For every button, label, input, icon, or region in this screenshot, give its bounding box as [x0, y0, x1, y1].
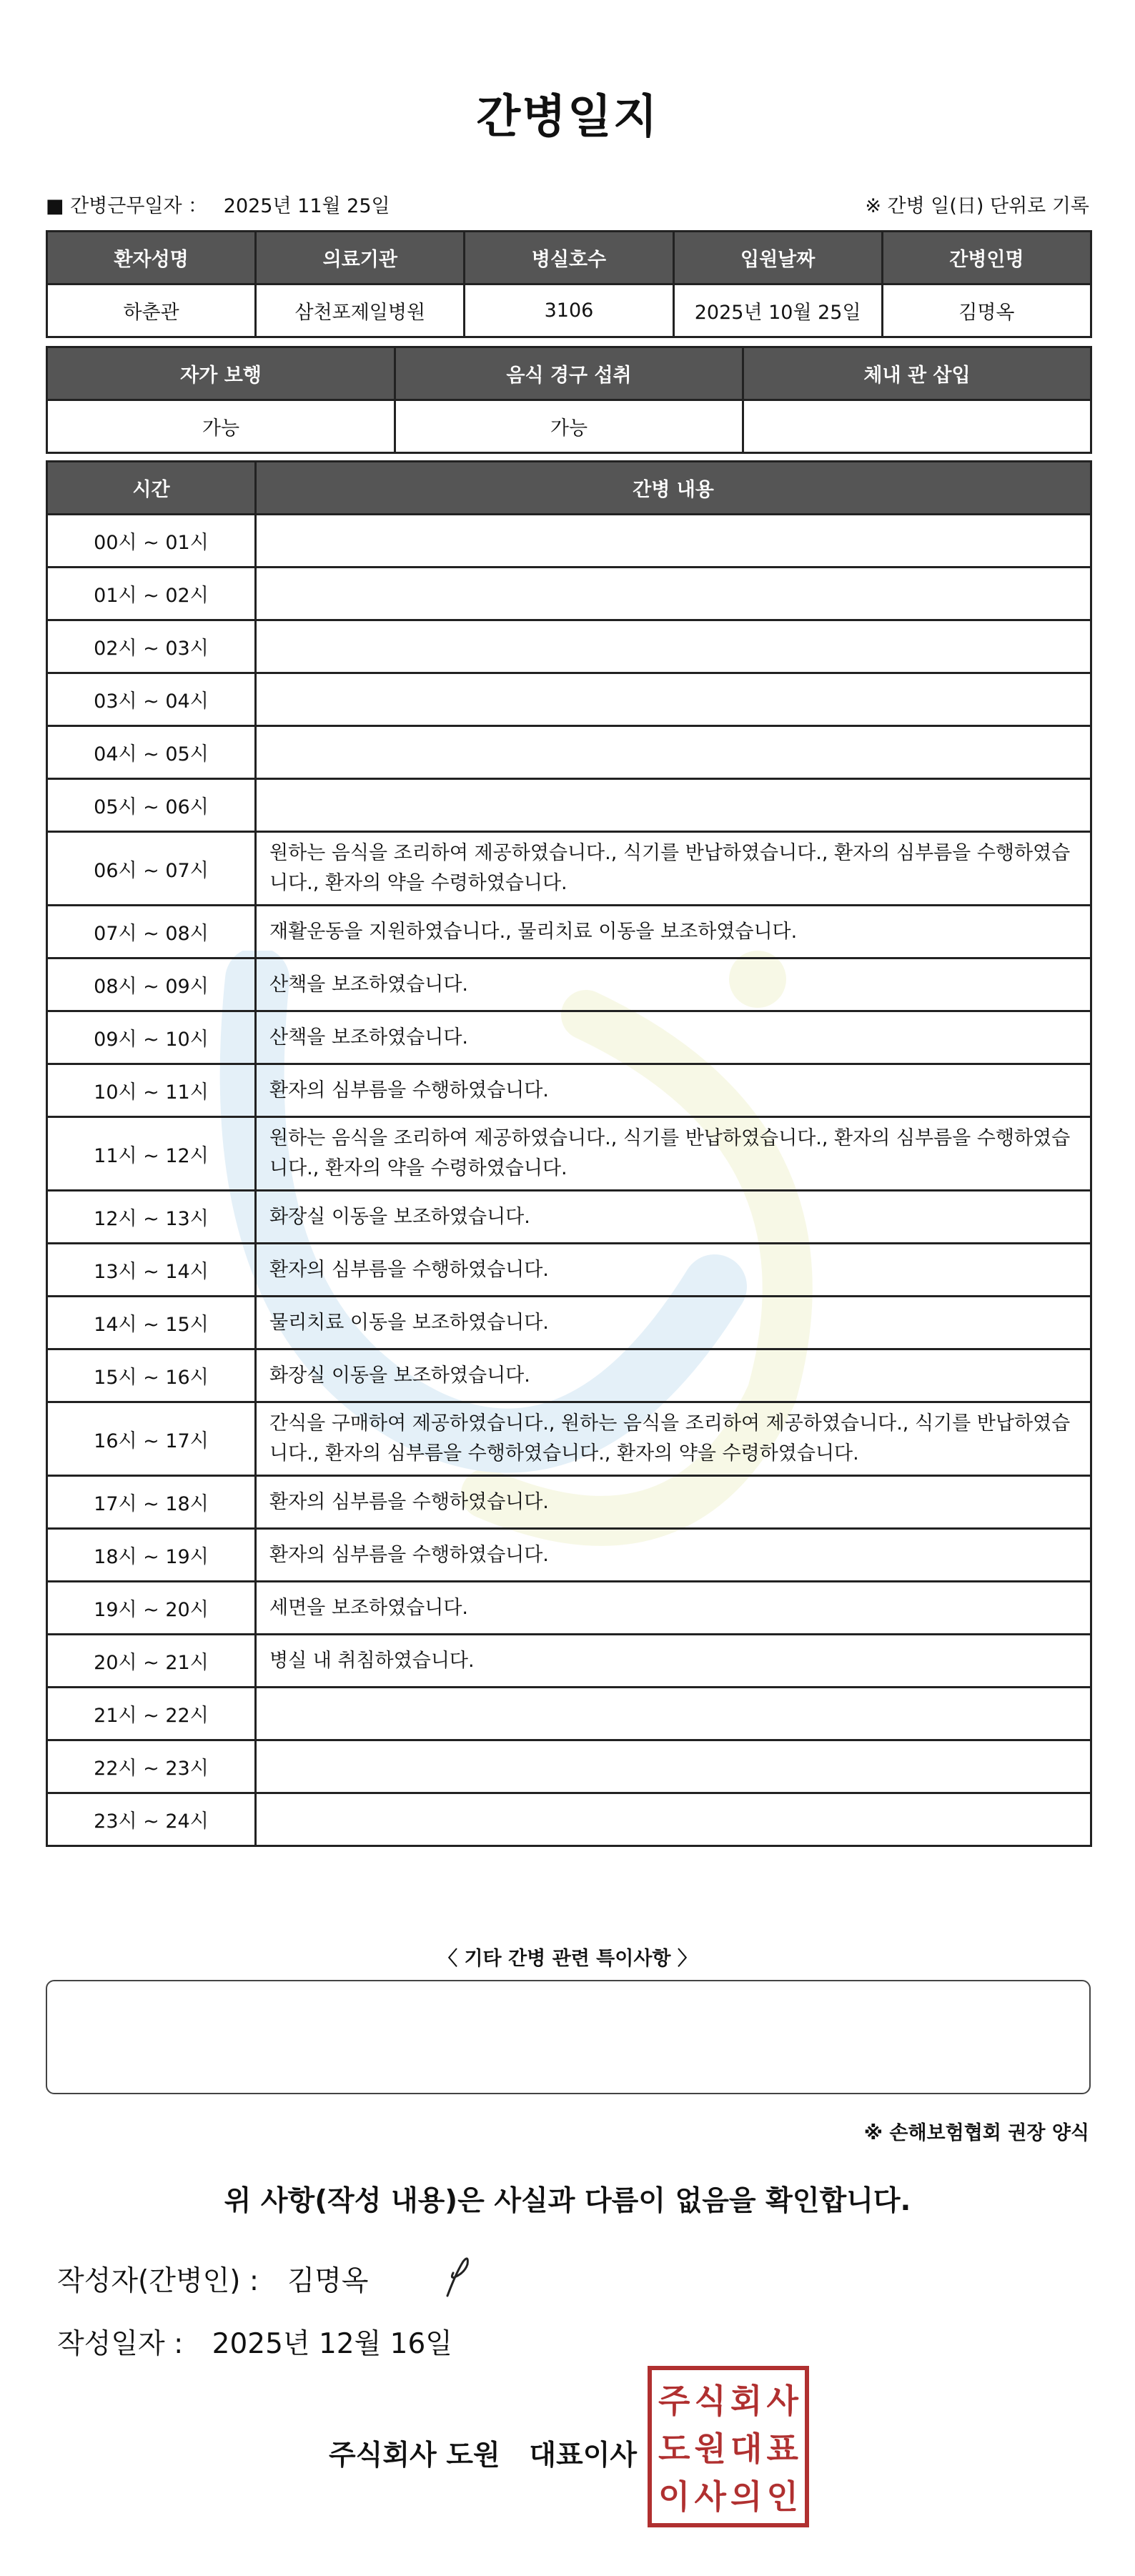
log-content: 세면을 보조하였습니다. [256, 1582, 1091, 1635]
writer-line [57, 2259, 368, 2299]
log-content: 병실 내 취침하였습니다. [256, 1635, 1091, 1688]
log-time: 06시 ~ 07시 [47, 832, 256, 906]
log-time: 19시 ~ 20시 [47, 1582, 256, 1635]
log-content: 물리치료 이동을 보조하였습니다. [256, 1297, 1091, 1349]
header-self-walking: 자가 보행 [47, 347, 395, 400]
seal-character: 사 [766, 2381, 798, 2420]
log-time: 01시 ~ 02시 [47, 568, 256, 620]
notes-box [46, 1980, 1091, 2094]
caregiver-name: 김명옥 [882, 284, 1091, 337]
table-row [47, 1244, 1091, 1297]
admission-date: 2025년 10월 25일 [673, 284, 882, 337]
seal-character: 주 [658, 2381, 690, 2420]
work-date-label: ■ 간병근무일자 ： [46, 195, 208, 217]
log-content: 환자의 심부름을 수행하였습니다. [256, 1476, 1091, 1529]
table-row [47, 958, 1091, 1011]
self-walking-value: 가능 [47, 400, 395, 453]
header-room: 병실호수 [465, 232, 673, 284]
table-row [47, 1191, 1091, 1244]
table-row [47, 1349, 1091, 1402]
patient-status-table [46, 346, 1092, 454]
seal-characters [656, 2374, 801, 2519]
table-row [47, 832, 1091, 906]
log-time: 04시 ~ 05시 [47, 726, 256, 779]
table-row [47, 726, 1091, 779]
table-row [47, 568, 1091, 620]
log-content: 원하는 음식을 조리하여 제공하였습니다., 식기를 반납하였습니다., 환자의 심부름을 수행하였습니다., 환자의 약을 수령하였습니다. [256, 832, 1091, 906]
log-time: 08시 ~ 09시 [47, 958, 256, 1011]
log-content [256, 568, 1091, 620]
log-content: 화장실 이동을 보조하였습니다. [256, 1191, 1091, 1244]
company-name: 주식회사 도원 대표이사 [329, 2439, 638, 2472]
written-date-label: 작성일자 : [57, 2328, 184, 2360]
patient-name: 하춘관 [47, 284, 256, 337]
log-time: 07시 ~ 08시 [47, 906, 256, 958]
table-row [47, 673, 1091, 726]
tube-insertion-value [743, 400, 1091, 453]
written-date-value: 2025년 12월 16일 [212, 2328, 452, 2360]
log-time: 21시 ~ 22시 [47, 1688, 256, 1740]
seal-character: 대 [730, 2429, 763, 2468]
hospital-name: 삼천포제일병원 [256, 284, 465, 337]
seal-character: 표 [766, 2429, 798, 2468]
seal-character: 의 [730, 2477, 763, 2517]
table-row [47, 779, 1091, 832]
table-row [47, 1297, 1091, 1349]
writer-label: 작성자(간병인) : [57, 2265, 259, 2297]
log-time: 02시 ~ 03시 [47, 620, 256, 673]
seal-character: 식 [694, 2381, 726, 2420]
log-content [256, 620, 1091, 673]
header-patient-name: 환자성명 [47, 232, 256, 284]
seal-character: 사 [694, 2477, 726, 2517]
log-content [256, 1688, 1091, 1740]
table-row [47, 1402, 1091, 1476]
header-oral-intake: 음식 경구 섭취 [395, 347, 743, 400]
written-date-line [57, 2322, 452, 2362]
log-time: 13시 ~ 14시 [47, 1244, 256, 1297]
log-content: 화장실 이동을 보조하였습니다. [256, 1349, 1091, 1402]
table-row [47, 1740, 1091, 1793]
room-number: 3106 [465, 284, 673, 337]
table-row [47, 1582, 1091, 1635]
log-time: 09시 ~ 10시 [47, 1011, 256, 1064]
seal-character: 회 [730, 2381, 763, 2420]
unit-note: ※ 간병 일(日) 단위로 기록 [865, 195, 1089, 217]
table-row [47, 515, 1091, 568]
work-date [46, 190, 390, 218]
log-content [256, 1740, 1091, 1793]
log-time: 20시 ~ 21시 [47, 1635, 256, 1688]
seal-character: 도 [658, 2429, 690, 2468]
log-time: 18시 ~ 19시 [47, 1529, 256, 1582]
log-content [256, 515, 1091, 568]
care-log-rows [47, 515, 1091, 1846]
header-caregiver: 간병인명 [882, 232, 1091, 284]
header-time: 시간 [47, 462, 256, 515]
care-log-table [46, 460, 1092, 1847]
log-content: 환자의 심부름을 수행하였습니다. [256, 1244, 1091, 1297]
log-time: 22시 ~ 23시 [47, 1740, 256, 1793]
recommend-note: ※ 손해보험협회 권장 양식 [863, 2122, 1089, 2144]
header-hospital: 의료기관 [256, 232, 465, 284]
notes-label: 〈 기타 간병 관련 특이사항 〉 [438, 1948, 697, 1970]
signature-icon [437, 2251, 480, 2302]
writer-name: 김명옥 [287, 2265, 369, 2297]
header-admission-date: 입원날짜 [673, 232, 882, 284]
table-row [47, 1117, 1091, 1191]
table-row [47, 1635, 1091, 1688]
log-time: 00시 ~ 01시 [47, 515, 256, 568]
patient-info-table [46, 230, 1092, 338]
log-content [256, 726, 1091, 779]
log-time: 05시 ~ 06시 [47, 779, 256, 832]
log-time: 16시 ~ 17시 [47, 1402, 256, 1476]
table-row [47, 1688, 1091, 1740]
table-row [47, 620, 1091, 673]
oral-intake-value: 가능 [395, 400, 743, 453]
company-seal-icon [648, 2366, 809, 2527]
confirm-text: 위 사항(작성 내용)은 사실과 다름이 없음을 확인합니다. [224, 2185, 911, 2217]
seal-character: 이 [658, 2477, 690, 2517]
log-time: 14시 ~ 15시 [47, 1297, 256, 1349]
table-row [47, 1011, 1091, 1064]
header-tube-insertion: 체내 관 삽입 [743, 347, 1091, 400]
log-time: 12시 ~ 13시 [47, 1191, 256, 1244]
log-content: 재활운동을 지원하였습니다., 물리치료 이동을 보조하였습니다. [256, 906, 1091, 958]
log-time: 23시 ~ 24시 [47, 1793, 256, 1846]
log-content: 환자의 심부름을 수행하였습니다. [256, 1529, 1091, 1582]
seal-character: 인 [766, 2477, 798, 2517]
log-content: 산책을 보조하였습니다. [256, 1011, 1091, 1064]
table-row [47, 1476, 1091, 1529]
log-content: 간식을 구매하여 제공하였습니다., 원하는 음식을 조리하여 제공하였습니다., 식기를 반납하였습니다., 환자의 심부름을 수행하였습니다., 환자의 약을 수령하였습니다. [256, 1402, 1091, 1476]
log-time: 15시 ~ 16시 [47, 1349, 256, 1402]
log-time: 11시 ~ 12시 [47, 1117, 256, 1191]
log-time: 10시 ~ 11시 [47, 1064, 256, 1117]
table-row [47, 1793, 1091, 1846]
header-care-content: 간병 내용 [256, 462, 1091, 515]
log-content [256, 779, 1091, 832]
log-content: 원하는 음식을 조리하여 제공하였습니다., 식기를 반납하였습니다., 환자의 심부름을 수행하였습니다., 환자의 약을 수령하였습니다. [256, 1117, 1091, 1191]
log-time: 03시 ~ 04시 [47, 673, 256, 726]
log-time: 17시 ~ 18시 [47, 1476, 256, 1529]
log-content: 환자의 심부름을 수행하였습니다. [256, 1064, 1091, 1117]
document-title: 간병일지 [476, 91, 659, 144]
work-date-value: 2025년 11월 25일 [223, 195, 390, 217]
seal-character: 원 [694, 2429, 726, 2468]
log-content: 산책을 보조하였습니다. [256, 958, 1091, 1011]
table-row [47, 906, 1091, 958]
table-row [47, 1529, 1091, 1582]
log-content [256, 673, 1091, 726]
log-content [256, 1793, 1091, 1846]
table-row [47, 1064, 1091, 1117]
